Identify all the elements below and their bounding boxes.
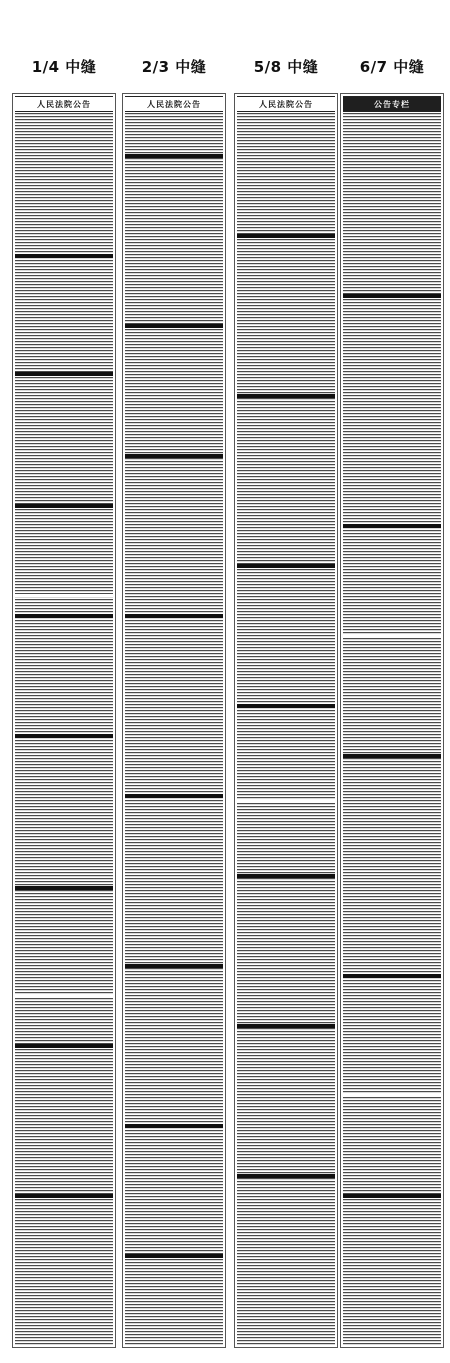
- paragraph-gap: [15, 994, 113, 997]
- case-heading: [15, 734, 113, 738]
- paragraph-gap: [343, 634, 441, 637]
- case-heading: [343, 294, 441, 298]
- notice-strip-2-3: [122, 93, 226, 1348]
- case-heading: [125, 1254, 223, 1258]
- case-heading: [125, 1124, 223, 1128]
- notice-strip-6-7: [340, 93, 444, 1348]
- case-heading: [15, 372, 113, 376]
- column-title-6-7: 6/7 中缝: [359, 58, 425, 76]
- case-heading: [237, 1024, 335, 1028]
- strip-header: 人民法院公告: [237, 96, 335, 112]
- case-heading: [15, 1044, 113, 1048]
- text-block: [15, 113, 113, 1345]
- column-title-5-8: 5/8 中缝: [253, 58, 319, 76]
- notice-strip-1-4: [12, 93, 116, 1348]
- case-heading: [15, 886, 113, 890]
- column-title-1-4: 1/4 中缝: [31, 58, 97, 76]
- case-heading: [15, 504, 113, 508]
- column-title-2-3: 2/3 中缝: [141, 58, 207, 76]
- strip-header: 人民法院公告: [15, 96, 113, 112]
- case-heading: [237, 234, 335, 238]
- case-heading: [15, 614, 113, 618]
- paragraph-gap: [15, 594, 113, 597]
- case-heading: [237, 704, 335, 708]
- case-heading: [237, 564, 335, 568]
- case-heading: [15, 1194, 113, 1198]
- case-heading: [125, 794, 223, 798]
- paragraph-gap: [343, 1094, 441, 1097]
- case-heading: [237, 394, 335, 398]
- case-heading: [125, 454, 223, 458]
- case-heading: [237, 1174, 335, 1178]
- notice-strip-5-8: [234, 93, 338, 1348]
- text-block: [237, 113, 335, 1345]
- case-heading: [125, 614, 223, 618]
- paragraph-gap: [237, 799, 335, 802]
- case-heading: [343, 754, 441, 758]
- case-heading: [343, 524, 441, 528]
- case-heading: [343, 1194, 441, 1198]
- case-heading: [343, 974, 441, 978]
- case-heading: [15, 254, 113, 258]
- case-heading: [125, 964, 223, 968]
- case-heading: [125, 154, 223, 158]
- strip-header: 人民法院公告: [125, 96, 223, 112]
- case-heading: [125, 324, 223, 328]
- case-heading: [237, 874, 335, 878]
- strip-header: 公告专栏: [343, 96, 441, 112]
- text-block: [125, 113, 223, 1345]
